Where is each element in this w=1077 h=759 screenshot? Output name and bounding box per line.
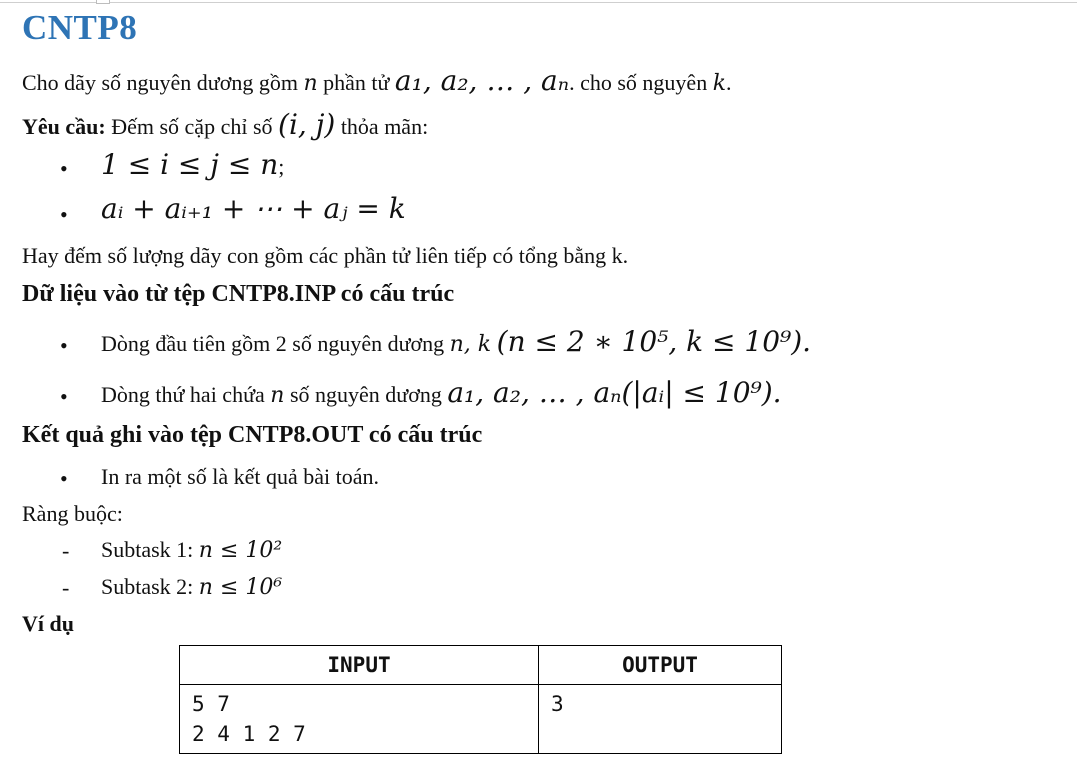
output-line: 3 [551,692,564,716]
output-column-header: OUTPUT [539,646,782,685]
bullet-icon: • [60,333,68,358]
output-line-1: In ra một số là kết quả bài toán. [101,464,379,489]
bullet-icon: • [60,466,68,491]
input-line-2-math: a₁, a₂, … , aₙ(|aᵢ| ≤ 10⁹). [447,376,782,409]
input-line: 5 7 [192,692,230,716]
dash-icon: - [62,538,70,563]
intro-text-1: Cho dãy số nguyên dương gồm [22,70,298,95]
subtask-1-label: Subtask 1: [101,537,194,562]
input-line-1-text: Dòng đầu tiên gồm 2 số nguyên dương [101,331,445,356]
input-line-2 [101,376,782,409]
requirement-text: Đếm số cặp chỉ số [111,114,273,139]
example-heading: Ví dụ [22,611,74,636]
restatement: Hay đếm số lượng dãy con gồm các phần tử liên tiếp có tổng bằng k. [22,243,629,268]
input-line: 2 4 1 2 7 [192,722,306,746]
page-corner-mark [96,0,110,4]
condition-1-suffix: ; [278,154,285,179]
dash-icon: - [62,575,70,600]
input-line-2-text: Dòng thứ hai chứa [101,382,265,407]
requirement-text-2: thỏa mãn: [340,114,429,139]
intro-text-2: phần tử [323,70,390,95]
input-line-1 [101,325,811,358]
condition-1-math: 1 ≤ i ≤ j ≤ n [101,148,279,181]
page-top-border [0,2,1077,3]
input-cell [180,685,539,754]
bullet-icon: • [60,202,68,227]
intro-k: k [712,71,727,96]
requirement-line [22,108,428,141]
intro-text-4: . [726,70,732,95]
subtask-2-math: n ≤ 10⁶ [198,575,283,600]
input-line-1-math: (n ≤ 2 ∗ 10⁵, k ≤ 10⁹). [496,325,812,358]
intro-sequence: a₁, a₂, … , aₙ [394,64,570,97]
input-line-2-n: n [270,383,285,408]
intro-line [22,64,732,97]
condition-2-math: aᵢ + aᵢ₊₁ + ⋯ + aⱼ = k [101,192,406,225]
intro-n: n [303,71,318,96]
problem-title: CNTP8 [22,8,138,47]
bullet-icon: • [60,384,68,409]
output-cell [539,685,782,754]
requirement-label: Yêu cầu: [22,114,106,139]
input-heading: Dữ liệu vào từ tệp CNTP8.INP có cấu trúc [22,281,455,307]
input-line-1-vars: n, k [449,332,492,357]
input-column-header: INPUT [180,646,539,685]
condition-2 [101,192,406,225]
table-row [180,685,782,754]
constraints-label: Ràng buộc: [22,501,123,526]
table-header-row [180,646,782,685]
input-line-2-text-2: số nguyên dương [289,382,442,407]
bullet-icon: • [60,156,68,181]
intro-text-3: . cho số nguyên [569,70,708,95]
subtask-2-label: Subtask 2: [101,574,194,599]
example-table [179,645,782,754]
subtask-2 [101,574,282,600]
requirement-pair: (i, j) [278,108,336,141]
subtask-1 [101,537,282,563]
condition-1 [101,148,284,181]
subtask-1-math: n ≤ 10² [198,538,283,563]
output-heading: Kết quả ghi vào tệp CNTP8.OUT có cấu trúc [22,422,483,448]
